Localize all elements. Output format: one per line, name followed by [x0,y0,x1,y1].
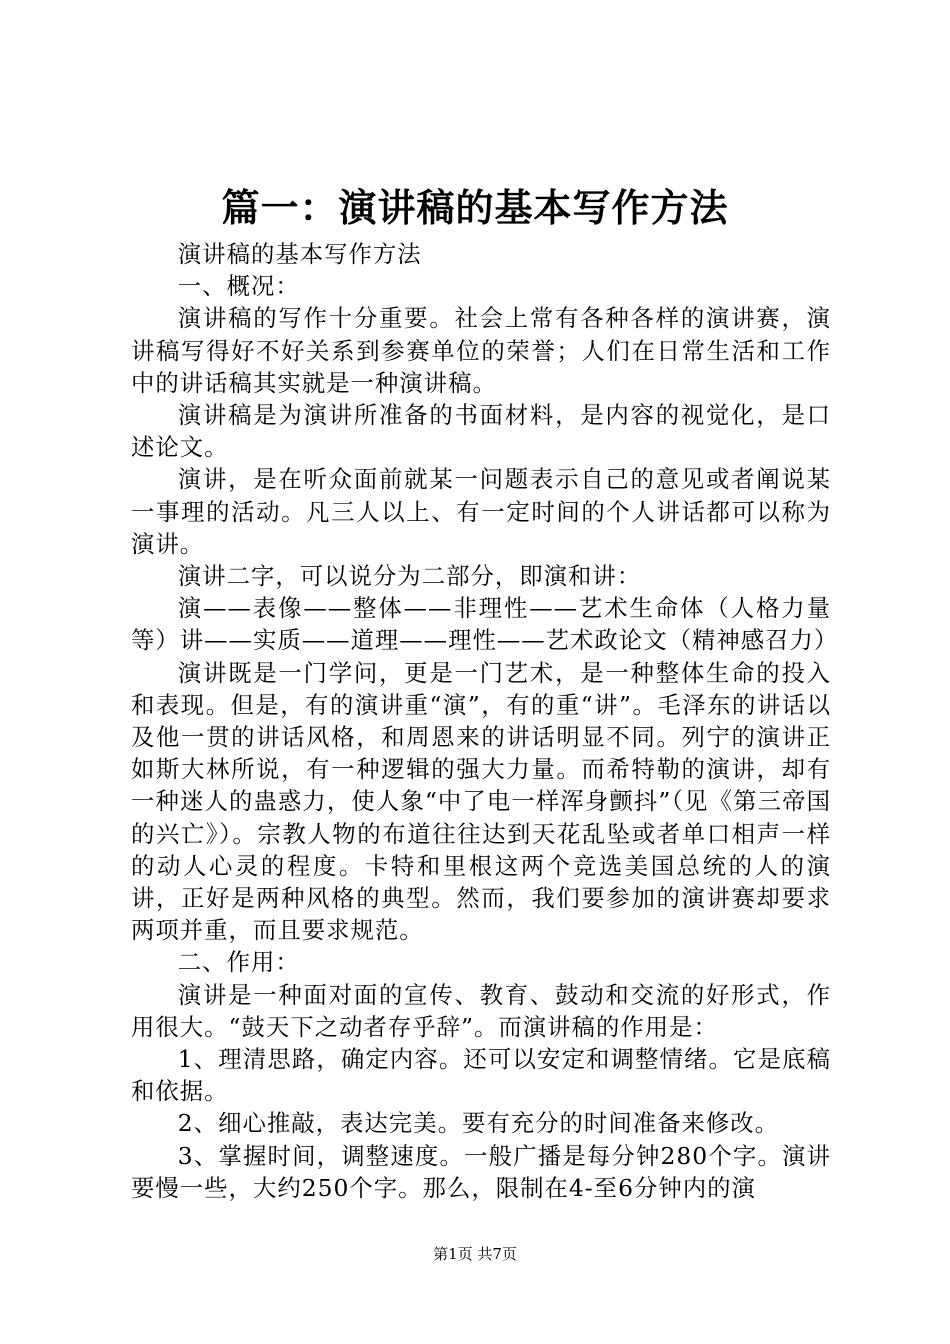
paragraph: 演讲二字，可以说分为二部分，即演和讲： [177,562,642,591]
paragraph: 演讲稿是为演讲所准备的书面材料，是内容的视觉化，是口述论文。 [131,401,831,462]
list-item: 2、细心推敲，表达完美。要有充分的时间准备来修改。 [177,1109,780,1138]
section-heading-overview: 一、概况： [177,272,300,301]
section-heading-function: 二、作用： [177,948,300,977]
paragraph: 演讲，是在听众面前就某一问题表示自己的意见或者阐说某一事理的活动。凡三人以上、有一定时间的个人讲话都可以称为演讲。 [131,465,831,558]
page-footer: 第1页 共7页 [433,1245,517,1263]
paragraph: 演讲既是一门学问，更是一门艺术，是一种整体生命的投入和表现。但是，有的演讲重“演”，有的重“讲”。毛泽东的讲话以及他一贯的讲话风格，和周恩来的讲话明显不同。列宁的演讲正如斯大林所说，有一种逻辑的强大力量。而希特勒的演讲，却有一种迷人的蛊惑力，使人象“中了电一样浑身颤抖”（见《第三帝国的兴亡》）。宗教人物的布道往往达到天花乱坠或者单口相声一样的动人心灵的程度。卡特和里根这两个竞选美国总统的人的演讲，正好是两种风格的典型。然而，我们要参加的演讲赛却要求两项并重，而且要求规范。 [131,658,831,945]
document-title: 篇一：演讲稿的基本写作方法 [221,186,729,230]
document-body [131,238,839,1204]
paragraph: 演讲是一种面对面的宣传、教育、鼓动和交流的好形式，作用很大。“鼓天下之动者存乎辞”。而演讲稿的作用是： [131,980,831,1041]
list-item: 1、理清思路，确定内容。还可以安定和调整情绪。它是底稿和依据。 [131,1045,831,1106]
paragraph: 演——表像——整体——非理性——艺术生命体（人格力量等）讲——实质——道理——理性——艺术政论文（精神感召力） [131,594,839,655]
list-item: 3、掌握时间，调整速度。一般广播是每分钟280个字。演讲要慢一些，大约250个字。那么，限制在4-至6分钟内的演 [131,1141,831,1202]
paragraph-subtitle: 演讲稿的基本写作方法 [177,240,422,268]
paragraph: 演讲稿的写作十分重要。社会上常有各种各样的演讲赛，演讲稿写得好不好关系到参赛单位的荣誉；人们在日常生活和工作中的讲话稿其实就是一种演讲稿。 [131,304,831,397]
